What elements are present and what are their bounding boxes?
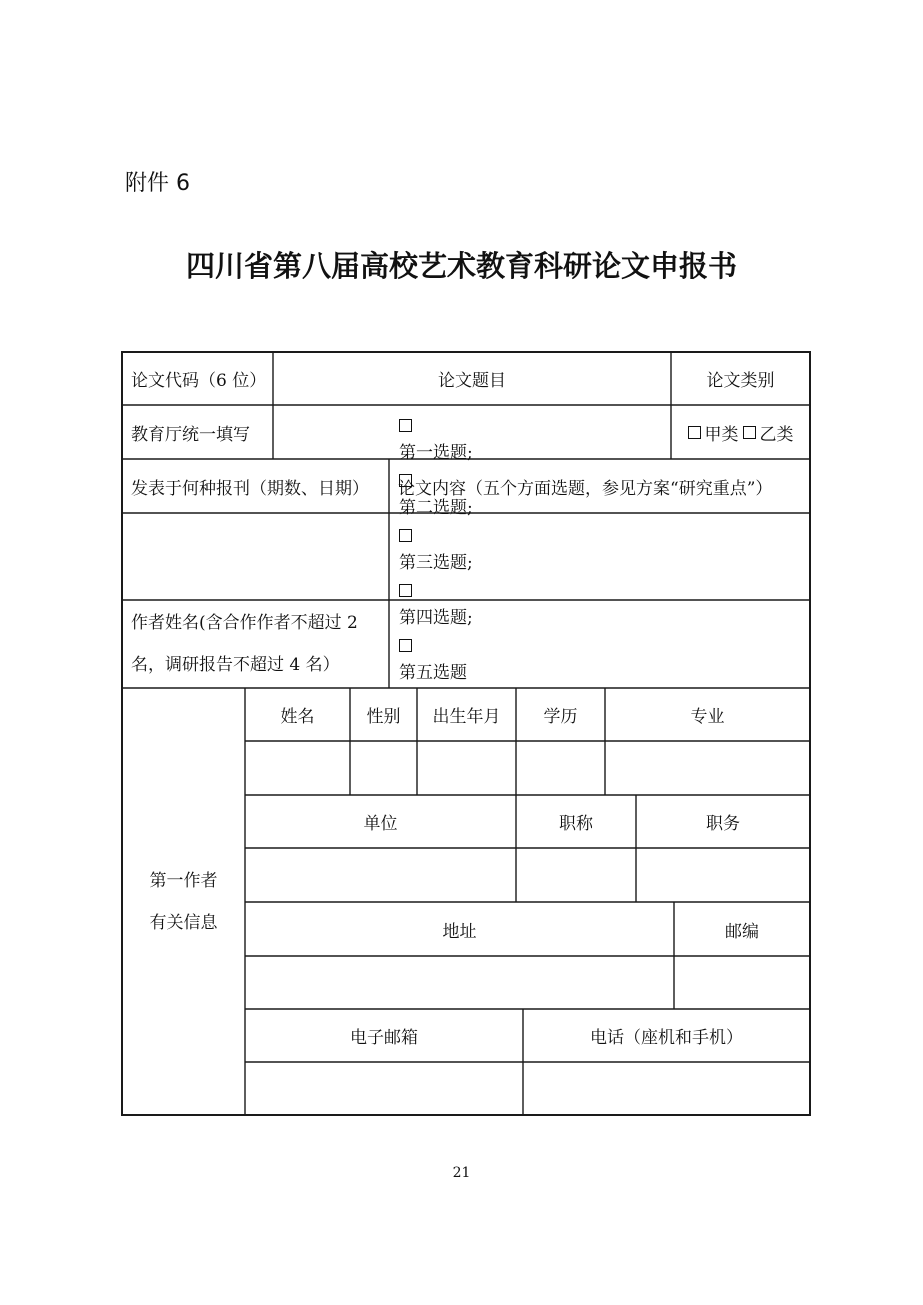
page-number: 21 xyxy=(452,1165,471,1181)
first-author-info-label xyxy=(122,688,245,1115)
unit-field[interactable] xyxy=(245,848,516,902)
phone-field[interactable] xyxy=(523,1062,810,1115)
topic-2-label: 第二选题; xyxy=(399,498,473,518)
paper-topic-label: 论文题目 xyxy=(438,371,506,391)
topic-1-label: 第一选题; xyxy=(399,443,473,463)
address-label: 地址 xyxy=(442,921,477,942)
category-b-label: 乙类 xyxy=(759,424,794,445)
category-b-checkbox[interactable] xyxy=(743,426,756,439)
birth-date-label: 出生年月 xyxy=(432,707,501,727)
paper-code-label: 论文代码（6 位） xyxy=(131,371,267,391)
first-author-info-line1: 第一作者 xyxy=(149,870,218,891)
topic-2-checkbox[interactable] xyxy=(399,474,412,487)
title-rank-label: 职称 xyxy=(559,814,593,834)
author-names-label-line1: 作者姓名(含合作作者不超过 2 xyxy=(131,613,358,633)
published-journal-label: 发表于何种报刊（期数、日期） xyxy=(131,478,369,499)
unit-label: 单位 xyxy=(363,814,398,834)
topic-4-checkbox[interactable] xyxy=(399,584,412,597)
attachment-label: 附件 6 xyxy=(125,171,190,196)
published-journal-field[interactable] xyxy=(122,513,389,600)
birth-date-field[interactable] xyxy=(417,741,516,795)
postcode-label: 邮编 xyxy=(725,921,759,942)
topic-1-checkbox[interactable] xyxy=(399,419,412,432)
first-author-info-line2: 有关信息 xyxy=(149,912,218,933)
education-field[interactable] xyxy=(516,741,605,795)
gender-label: 性别 xyxy=(366,707,401,727)
major-field[interactable] xyxy=(605,741,810,795)
topic-5-label: 第五选题 xyxy=(399,663,467,683)
position-field[interactable] xyxy=(636,848,810,902)
position-label: 职务 xyxy=(706,814,740,834)
paper-category-label: 论文类别 xyxy=(706,371,775,391)
phone-label: 电话（座机和手机） xyxy=(590,1028,743,1048)
name-label: 姓名 xyxy=(280,707,315,727)
category-options xyxy=(671,405,810,459)
author-names-field[interactable] xyxy=(389,600,810,688)
document-title: 四川省第八届高校艺术教育科研论文申报书 xyxy=(185,249,737,283)
author-names-label-line2: 名，调研报告不超过 4 名） xyxy=(131,655,340,675)
address-field[interactable] xyxy=(245,956,674,1009)
major-label: 专业 xyxy=(690,707,725,727)
email-label: 电子邮箱 xyxy=(350,1028,418,1048)
category-a-label: 甲类 xyxy=(704,424,739,445)
topic-4-label: 第四选题; xyxy=(399,608,473,628)
postcode-field[interactable] xyxy=(674,956,810,1009)
topic-3-checkbox[interactable] xyxy=(399,529,412,542)
paper-content-label: 论文内容（五个方面选题，参见方案“研究重点”） xyxy=(398,478,773,499)
fill-by-department-note: 教育厅统一填写 xyxy=(131,424,250,445)
topic-3-label: 第三选题; xyxy=(399,553,473,573)
author-names-label xyxy=(122,600,389,688)
title-rank-field[interactable] xyxy=(516,848,636,902)
email-field[interactable] xyxy=(245,1062,523,1115)
category-a-checkbox[interactable] xyxy=(688,426,701,439)
education-label: 学历 xyxy=(543,707,578,727)
gender-field[interactable] xyxy=(350,741,417,795)
name-field[interactable] xyxy=(245,741,350,795)
